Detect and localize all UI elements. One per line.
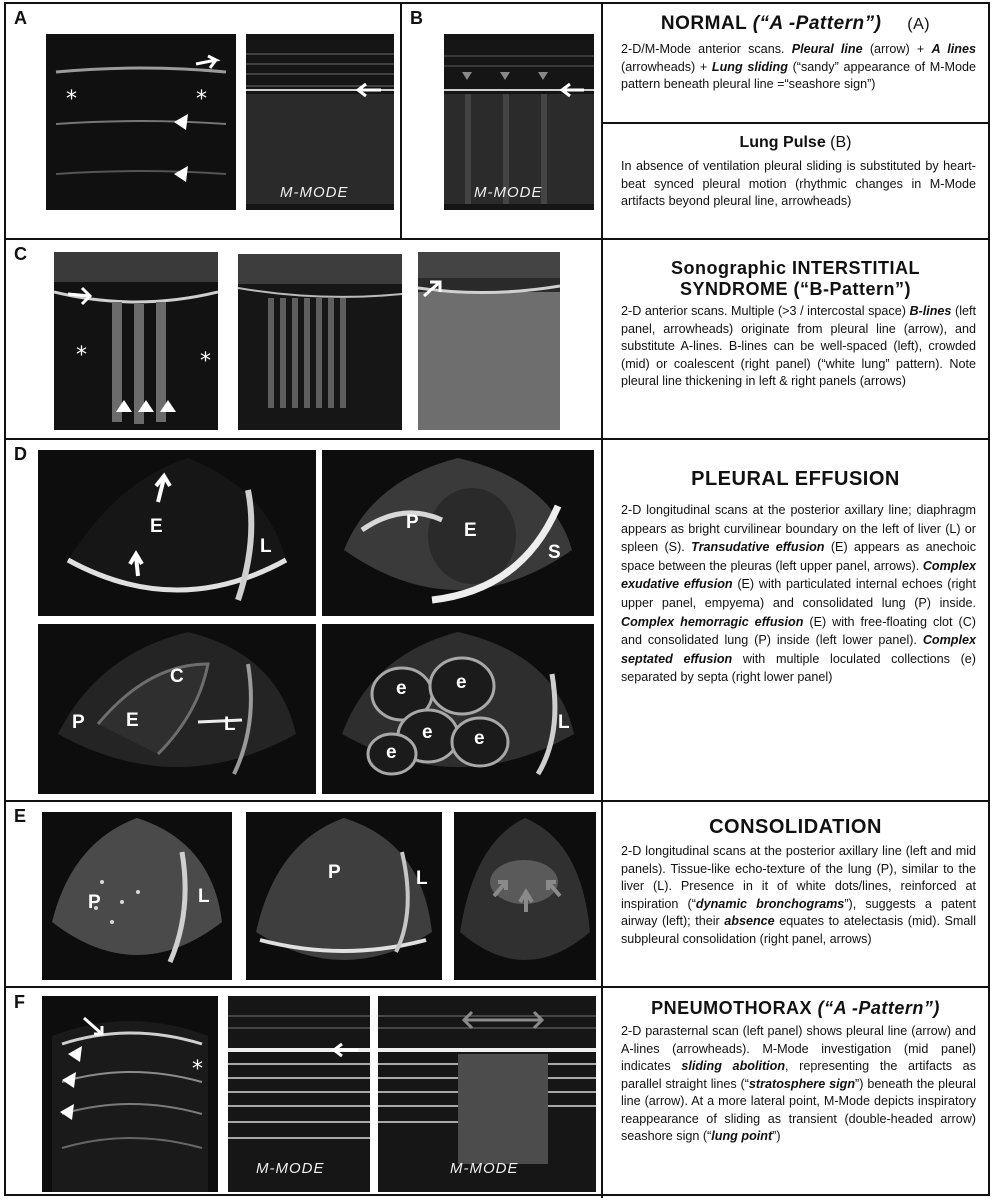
panel-label-a: A bbox=[14, 8, 27, 28]
ptx-desc-4: ”) beneath the pleural line (arrow). At a more lateral point, M-Mode depicts inspiratory reappearance of sliding as transient (double-headed arrow) seashore sign (“ bbox=[621, 1076, 976, 1143]
cons-desc-4: equates to atelectasis (mid). Small subpleural consolidation (right panel, arrows) bbox=[621, 914, 977, 946]
row-normal bbox=[6, 4, 988, 240]
label-d-lr-e1: e bbox=[396, 678, 407, 699]
label-d-ll-p: P bbox=[72, 712, 85, 733]
row-pneumothorax bbox=[6, 988, 988, 1198]
label-d-ll-c: C bbox=[170, 666, 184, 687]
ultrasound-f-mmode-mid bbox=[228, 996, 370, 1192]
row-interstitial bbox=[6, 240, 988, 440]
ultrasound-d-upper-right bbox=[322, 450, 594, 616]
panel-label-c: C bbox=[14, 244, 27, 264]
consolidation-description bbox=[603, 843, 988, 948]
images-normal bbox=[6, 4, 603, 238]
eff-desc-0: 2-D longitudinal scans at the posterior axillary line; diaphragm appears as bright curvilinear boundary on the left of liver (L) or spleen (S). bbox=[621, 503, 976, 555]
eff-desc-1: Transudative effusion bbox=[691, 540, 825, 555]
normal-title-sub: (“A -Pattern”) bbox=[752, 13, 882, 34]
row-consolidation bbox=[6, 802, 988, 988]
row-effusion bbox=[6, 440, 988, 802]
label-e-m-p: P bbox=[328, 862, 341, 883]
eff-desc-8: with multiple loculated collections (e) separated by septa (right lower panel) bbox=[621, 651, 976, 685]
normal-desc-0: 2-D/M-Mode anterior scans. bbox=[621, 42, 792, 56]
eff-desc-5: Complex hemorragic effusion bbox=[621, 614, 804, 629]
images-interstitial bbox=[6, 240, 603, 438]
normal-title-main: NORMAL bbox=[660, 13, 747, 34]
ultrasound-f-2d bbox=[42, 996, 218, 1192]
ultrasound-d-lower-left bbox=[38, 624, 316, 794]
pulse-tag: (B) bbox=[830, 134, 852, 151]
cons-desc-3: absence bbox=[724, 914, 775, 928]
text-effusion bbox=[603, 440, 988, 800]
ptx-desc-5: lung point bbox=[711, 1129, 773, 1143]
inter-desc-1: B-lines bbox=[909, 304, 952, 318]
pulse-description: In absence of ventilation pleural sliding is substituted by heart-beat synced pleural motion (rhythmic changes in M-Mode artifacts beyond pleural line, arrowheads) bbox=[621, 159, 976, 208]
inter-desc-2: (left panel, arrowheads) originate from pleural line (arrow), and substitute A-lines. B-lines can be well-spaced (left), crowded (mid) or coalescent (right panel) (“white lung” pattern). Note pleural line thickening in left & right panels (arrows) bbox=[621, 304, 976, 388]
label-e-m-l: L bbox=[416, 868, 428, 889]
effusion-description bbox=[603, 501, 988, 687]
mmode-label-f-mid: M-MODE bbox=[256, 1160, 325, 1177]
cons-desc-0: 2-D longitudinal scans at the posterior axillary line (left and mid panels). Tissue-like echo-texture of the lung (P), similar to the liver (L). Presence in it of white dots/lines, reinforced at inspiration (“ bbox=[621, 844, 976, 911]
ultrasound-c-mid bbox=[238, 254, 402, 430]
eff-desc-3: Complex exudative effusion bbox=[621, 558, 976, 592]
cons-desc-1: dynamic bronchograms bbox=[695, 896, 845, 911]
label-d-ur-s: S bbox=[548, 542, 561, 563]
label-d-lr-l: L bbox=[558, 712, 570, 733]
label-e-l-l: L bbox=[198, 886, 210, 907]
ptx-title-sub: (“A -Pattern”) bbox=[817, 998, 940, 1018]
eff-desc-6: (E) with free-floating clot (C) and consolidated lung (P) inside (left lower panel). bbox=[621, 614, 976, 648]
normal-desc-2: (arrow) + bbox=[862, 42, 932, 56]
ultrasound-f-mmode-right bbox=[378, 996, 596, 1192]
interstitial-title-1: Sonographic INTERSTITIAL bbox=[671, 258, 920, 278]
svg-text:*: * bbox=[196, 87, 207, 112]
ultrasound-a-2d bbox=[46, 34, 236, 210]
panel-a bbox=[6, 4, 402, 240]
normal-desc-6: (“sandy” appearance of M-Mode pattern beneath pleural line =“seashore sign”) bbox=[621, 59, 976, 91]
text-pneumothorax bbox=[603, 988, 988, 1198]
ultrasound-d-lower-right bbox=[322, 624, 594, 794]
panel-label-b: B bbox=[410, 8, 423, 28]
pneumothorax-title bbox=[603, 998, 988, 1019]
text-normal bbox=[603, 4, 988, 238]
label-d-lr-e2: e bbox=[456, 672, 467, 693]
eff-desc-7: Complex septated effusion bbox=[621, 633, 976, 666]
label-d-ll-l: L bbox=[224, 714, 236, 735]
label-d-ur-p: P bbox=[406, 512, 419, 533]
cons-desc-2: ”), suggests a patent airway (left); their bbox=[621, 896, 976, 928]
panel-label-f: F bbox=[14, 992, 25, 1012]
ptx-title-main: PNEUMOTHORAX bbox=[651, 998, 813, 1018]
label-d-ul-l: L bbox=[260, 536, 272, 557]
ultrasound-e-right bbox=[454, 812, 596, 980]
svg-text:*: * bbox=[66, 87, 77, 112]
ultrasound-e-left bbox=[42, 812, 232, 980]
mmode-label-f-right: M-MODE bbox=[450, 1160, 519, 1177]
ultrasound-b-mmode bbox=[444, 34, 594, 210]
label-d-lr-e4: e bbox=[474, 728, 485, 749]
text-interstitial bbox=[603, 240, 988, 438]
panel-b bbox=[402, 4, 603, 240]
ptx-desc-0: 2-D parasternal scan (left panel) shows pleural line (arrow) and A-lines (arrowheads). M-Mode investigation (mid panel) indicates bbox=[621, 1024, 976, 1073]
pulse-title bbox=[603, 134, 988, 152]
ultrasound-c-right bbox=[418, 252, 560, 430]
ultrasound-e-mid bbox=[246, 812, 442, 980]
ptx-desc-2: , representing the artifacts as parallel straight lines (“ bbox=[621, 1059, 976, 1091]
ptx-desc-1: sliding abolition bbox=[681, 1059, 786, 1073]
inter-desc-0: 2-D anterior scans. Multiple (>3 / intercostal space) bbox=[621, 304, 910, 318]
panel-label-d: D bbox=[14, 444, 27, 464]
normal-description bbox=[603, 41, 988, 94]
ultrasound-c-left bbox=[54, 252, 218, 430]
pulse-title-main: Lung Pulse bbox=[739, 134, 826, 151]
normal-desc-3: A lines bbox=[931, 42, 977, 56]
label-d-ul-e: E bbox=[150, 516, 163, 537]
ptx-desc-6: ”) bbox=[772, 1129, 781, 1143]
ultrasound-a-mmode bbox=[246, 34, 394, 210]
label-d-ur-e: E bbox=[464, 520, 477, 541]
consolidation-title: CONSOLIDATION bbox=[709, 816, 882, 838]
mmode-label-b: M-MODE bbox=[474, 184, 543, 201]
normal-desc-5: Lung sliding bbox=[711, 59, 788, 74]
text-consolidation bbox=[603, 802, 988, 986]
interstitial-title-2: SYNDROME (“B-Pattern”) bbox=[679, 279, 911, 299]
label-d-lr-e3: e bbox=[422, 722, 433, 743]
images-effusion bbox=[6, 440, 603, 800]
ultrasound-d-upper-left bbox=[38, 450, 316, 616]
label-d-ll-e: E bbox=[126, 710, 139, 731]
normal-desc-1: Pleural line bbox=[791, 42, 863, 56]
svg-text:*: * bbox=[200, 349, 211, 374]
interstitial-description bbox=[603, 303, 988, 391]
label-d-lr-e5: e bbox=[386, 742, 397, 763]
eff-desc-2: (E) appears as anechoic space between the pleuras (left upper panel, arrows). bbox=[621, 540, 977, 573]
svg-text:*: * bbox=[192, 1057, 203, 1082]
normal-desc-4: (arrowheads) + bbox=[621, 59, 712, 74]
label-e-l-p: P bbox=[88, 892, 101, 913]
images-consolidation bbox=[6, 802, 603, 986]
figure-frame bbox=[4, 2, 990, 1196]
panel-label-e: E bbox=[14, 806, 27, 826]
normal-title bbox=[603, 13, 988, 35]
effusion-title: PLEURAL EFFUSION bbox=[691, 468, 900, 490]
normal-tag: (A) bbox=[907, 16, 931, 33]
eff-desc-4: (E) with particulated internal echoes (right upper panel, empyema) and consolidated lung (P) inside. bbox=[621, 577, 976, 610]
svg-text:*: * bbox=[76, 343, 87, 368]
ptx-desc-3: stratosphere sign bbox=[748, 1076, 856, 1091]
images-pneumothorax bbox=[6, 988, 603, 1198]
pneumothorax-description bbox=[603, 1023, 988, 1146]
mmode-label-a: M-MODE bbox=[280, 184, 349, 201]
